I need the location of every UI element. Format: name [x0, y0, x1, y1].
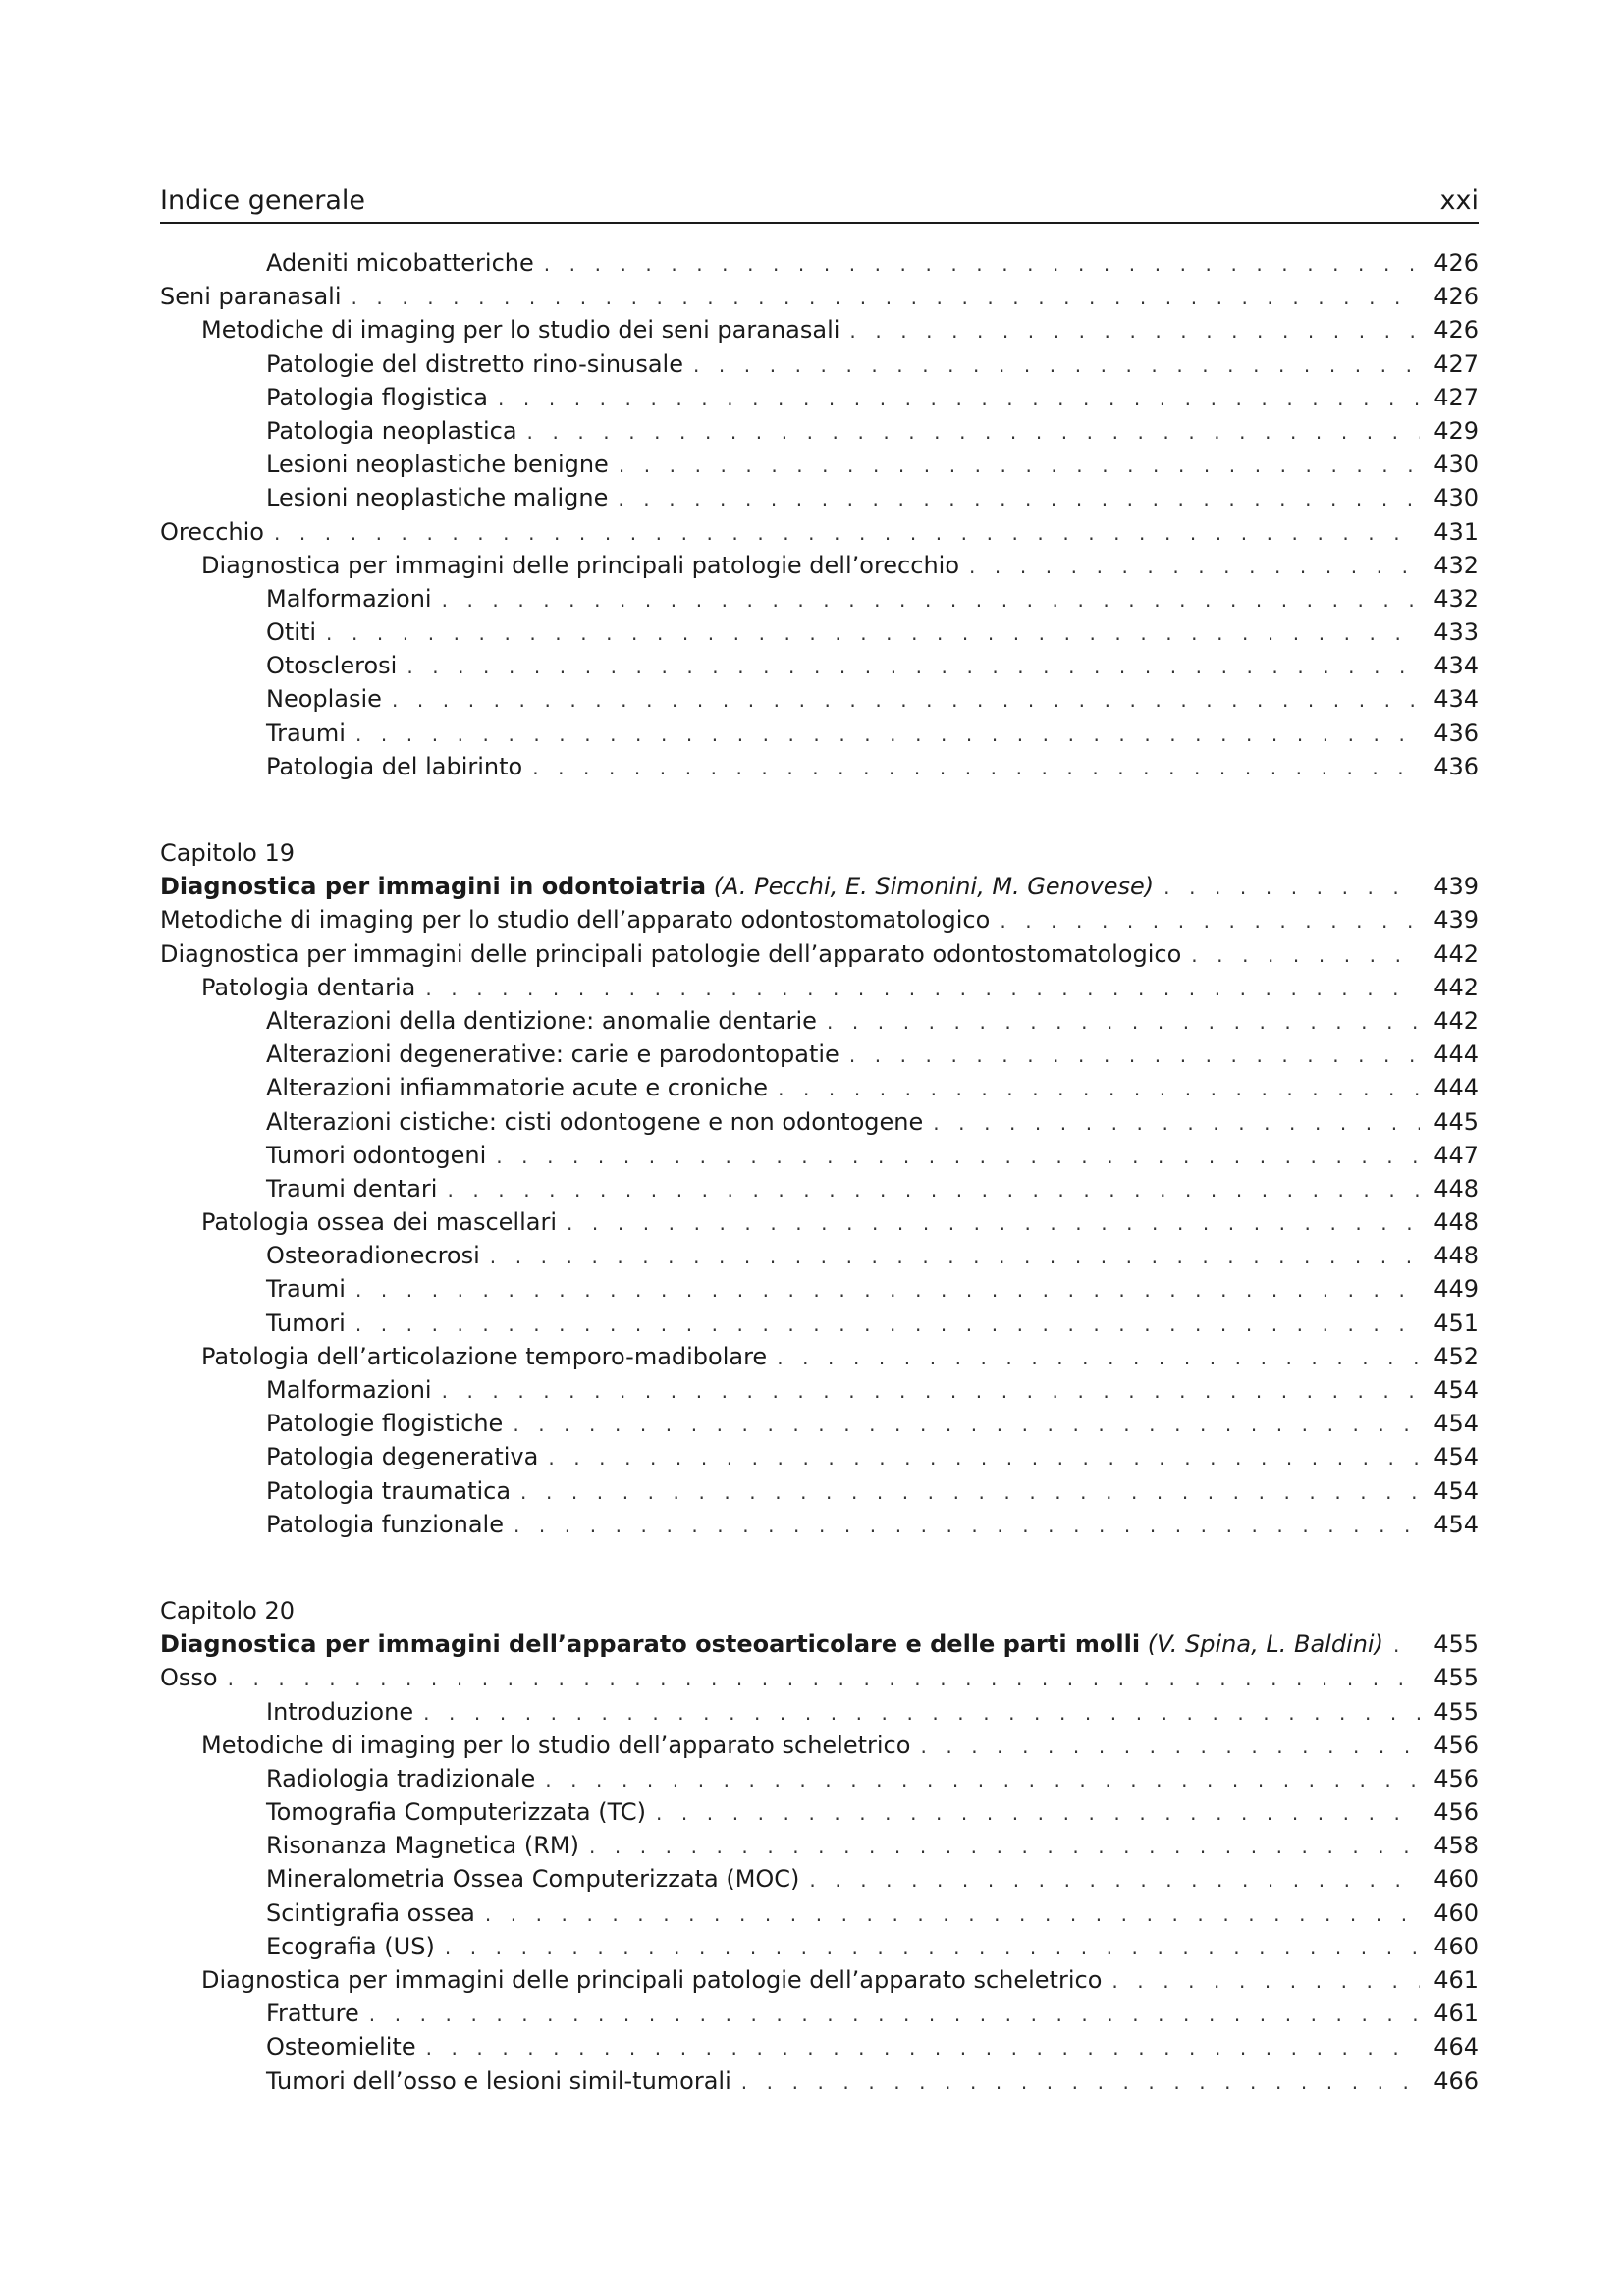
toc-entry[interactable]: [160, 1142, 1479, 1175]
chapter-title-row[interactable]: [160, 1630, 1479, 1664]
toc-entry-title: Otiti: [266, 618, 317, 647]
toc-entry[interactable]: [160, 1108, 1479, 1142]
toc-entry-title: Neoplasie: [266, 685, 382, 714]
toc-entry[interactable]: [160, 2000, 1479, 2033]
leader-dots: [406, 655, 1420, 678]
toc-entry-title: Tomografia Computerizzata (TC): [266, 1798, 646, 1827]
toc-entry[interactable]: [160, 1664, 1479, 1697]
chapter-authors: (V. Spina, L. Baldini): [1147, 1630, 1383, 1659]
toc-entry[interactable]: [160, 350, 1479, 384]
page-number: 456: [1434, 1798, 1479, 1827]
leader-dots: [425, 977, 1420, 1000]
header-page-number: xxi: [1439, 186, 1479, 216]
page-number: 464: [1434, 2033, 1479, 2061]
page-number: 455: [1434, 1630, 1479, 1659]
page-number: 458: [1434, 1832, 1479, 1860]
toc-entry-title: Patologia dentaria: [201, 973, 416, 1001]
toc-entry[interactable]: [160, 1376, 1479, 1410]
page-number: 460: [1434, 1865, 1479, 1894]
toc-entry-title: Patologia dell’articolazione temporo-madibolare: [201, 1342, 768, 1370]
toc-entry[interactable]: [160, 2067, 1479, 2101]
toc-entry[interactable]: [160, 906, 1479, 939]
toc-entry-title: Ecografia (US): [266, 1932, 435, 1960]
leader-dots: [423, 1701, 1420, 1725]
toc-entry[interactable]: [160, 1443, 1479, 1476]
page-number: 455: [1434, 1664, 1479, 1692]
leader-dots: [656, 1801, 1420, 1825]
leader-dots: [741, 2070, 1420, 2094]
toc-entry-title: Osso: [160, 1664, 218, 1692]
leader-dots: [514, 1514, 1420, 1537]
leader-dots: [567, 1211, 1420, 1235]
leader-dots: [527, 420, 1420, 444]
page-number: 427: [1434, 383, 1479, 411]
page-number: 432: [1434, 584, 1479, 613]
toc-entry[interactable]: [160, 1175, 1479, 1208]
toc-entry[interactable]: [160, 484, 1479, 517]
toc-entry[interactable]: [160, 1698, 1479, 1732]
toc-entry[interactable]: [160, 384, 1479, 417]
page-number: 454: [1434, 1510, 1479, 1538]
toc-entry-title: Alterazioni infiammatorie acute e croniche: [266, 1074, 769, 1102]
page-number: 444: [1434, 1041, 1479, 1069]
leader-dots: [513, 1413, 1420, 1436]
leader-dots: [392, 688, 1420, 712]
page-number: 456: [1434, 1764, 1479, 1792]
page-number: 448: [1434, 1208, 1479, 1237]
page-number: 434: [1434, 652, 1479, 680]
toc-entry-title: Seni paranasali: [160, 283, 342, 311]
toc-entry[interactable]: [160, 1275, 1479, 1308]
page-number: 445: [1434, 1107, 1479, 1136]
toc-entry-title: Patologia neoplastica: [266, 416, 517, 445]
leader-dots: [545, 1768, 1420, 1791]
toc-entry-title: Patologia del labirinto: [266, 752, 523, 780]
toc-entry-title: Otosclerosi: [266, 652, 398, 680]
leader-dots: [326, 621, 1420, 645]
page-number: 442: [1434, 973, 1479, 1001]
toc-entry[interactable]: [160, 940, 1479, 974]
toc-entry[interactable]: [160, 283, 1479, 316]
toc-entry-title: Alterazioni degenerative: carie e parodontopatie: [266, 1041, 839, 1069]
toc-entry-title: Traumi: [266, 1275, 346, 1304]
toc-entry[interactable]: [160, 1732, 1479, 1765]
toc-entry-title: Risonanza Magnetica (RM): [266, 1832, 579, 1860]
page-number: 449: [1434, 1275, 1479, 1304]
leader-dots: [1000, 909, 1420, 933]
leader-dots: [490, 1245, 1420, 1268]
toc-entry[interactable]: [160, 451, 1479, 484]
toc-entry-title: Scintigrafia ossea: [266, 1898, 475, 1927]
leader-dots: [274, 521, 1420, 545]
leader-dots: [827, 1010, 1420, 1034]
toc-entry[interactable]: [160, 1309, 1479, 1343]
leader-dots: [777, 1346, 1420, 1369]
page-number: 454: [1434, 1476, 1479, 1505]
page-number: 454: [1434, 1376, 1479, 1404]
running-header: [160, 177, 1479, 224]
leader-dots: [1191, 943, 1420, 967]
toc-entry[interactable]: [160, 1865, 1479, 1898]
leader-dots: [849, 1043, 1420, 1067]
page-number: 426: [1434, 316, 1479, 345]
toc-entry[interactable]: [160, 1242, 1479, 1275]
page-number: 442: [1434, 939, 1479, 968]
toc-entry-title: Patologia ossea dei mascellari: [201, 1208, 558, 1237]
toc-entry[interactable]: [160, 1765, 1479, 1798]
leader-dots: [589, 1835, 1420, 1858]
page-number: 461: [1434, 2000, 1479, 2028]
toc-entry-title: Patologie flogistiche: [266, 1410, 504, 1438]
leader-dots: [933, 1111, 1420, 1135]
toc-entry-title: Patologia degenerativa: [266, 1443, 539, 1471]
leader-dots: [809, 1868, 1420, 1892]
page-number: 442: [1434, 1006, 1479, 1035]
page-number: 430: [1434, 451, 1479, 479]
toc-entry[interactable]: [160, 753, 1479, 786]
toc-entry-title: Lesioni neoplastiche maligne: [266, 484, 609, 512]
leader-dots: [693, 353, 1420, 377]
leader-dots: [1163, 876, 1420, 899]
toc-entry-title: Patologie del distretto rino-sinusale: [266, 349, 683, 378]
toc-entry[interactable]: [160, 618, 1479, 652]
page-number: 432: [1434, 551, 1479, 579]
toc-entry[interactable]: [160, 249, 1479, 283]
page-number: 454: [1434, 1443, 1479, 1471]
page-number: 461: [1434, 1966, 1479, 1994]
toc-entry-title: Malformazioni: [266, 584, 432, 613]
page-number: 433: [1434, 618, 1479, 647]
page-number: 426: [1434, 249, 1479, 277]
toc-entry[interactable]: [160, 1798, 1479, 1832]
toc-entry[interactable]: [160, 585, 1479, 618]
leader-dots: [520, 1480, 1420, 1504]
toc-entry[interactable]: [160, 685, 1479, 719]
toc-entry[interactable]: [160, 1899, 1479, 1933]
page-number: 460: [1434, 1932, 1479, 1960]
toc-entry-title: Patologia flogistica: [266, 383, 488, 411]
toc-entry-title: Diagnostica per immagini delle principali patologie dell’orecchio: [201, 551, 960, 579]
page-number: 439: [1434, 873, 1479, 901]
leader-dots: [619, 454, 1420, 477]
toc-entry[interactable]: [160, 1477, 1479, 1511]
toc-entry-title: Diagnostica per immagini delle principali patologie dell’apparato odontostomatologico: [160, 939, 1182, 968]
toc-entry-title: Introduzione: [266, 1697, 414, 1726]
leader-dots: [355, 722, 1420, 746]
page-number: 436: [1434, 752, 1479, 780]
toc-entry-title: Diagnostica per immagini delle principali patologie dell’apparato scheletrico: [201, 1966, 1103, 1994]
page-number: 431: [1434, 517, 1479, 546]
chapter-title: Diagnostica per immagini in odontoiatria: [160, 873, 707, 901]
toc-page: [160, 177, 1479, 2101]
leader-dots: [496, 1145, 1420, 1168]
toc-entry[interactable]: [160, 1933, 1479, 1966]
toc-entry[interactable]: [160, 1511, 1479, 1544]
leader-dots: [485, 1902, 1420, 1926]
table-of-contents: [160, 249, 1479, 2101]
toc-entry[interactable]: [160, 1832, 1479, 1865]
leader-dots: [618, 487, 1420, 510]
page-number: 427: [1434, 349, 1479, 378]
toc-entry-title: Tumori: [266, 1308, 346, 1337]
page-number: 439: [1434, 906, 1479, 934]
toc-entry[interactable]: [160, 720, 1479, 753]
toc-entry-title: Malformazioni: [266, 1376, 432, 1404]
chapter-19: [160, 839, 1479, 1544]
toc-entry-title: Radiologia tradizionale: [266, 1764, 536, 1792]
leader-dots: [778, 1077, 1420, 1100]
page-number: 455: [1434, 1697, 1479, 1726]
leader-dots: [355, 1312, 1420, 1336]
page-number: 452: [1434, 1342, 1479, 1370]
toc-entry-title: Traumi: [266, 719, 346, 747]
leader-dots: [352, 286, 1421, 309]
leader-dots: [355, 1278, 1420, 1302]
toc-entry-title: Fratture: [266, 2000, 359, 2028]
toc-entry-title: Metodiche di imaging per lo studio dei seni paranasali: [201, 316, 840, 345]
leader-dots: [532, 756, 1420, 779]
toc-entry-title: Metodiche di imaging per lo studio dell’apparato scheletrico: [201, 1731, 911, 1759]
header-title: Indice generale: [160, 186, 365, 216]
page-number: 430: [1434, 484, 1479, 512]
leader-dots: [498, 387, 1420, 410]
toc-entry-title: Osteoradionecrosi: [266, 1242, 480, 1270]
chapter-20: [160, 1597, 1479, 2101]
leader-dots: [1393, 1633, 1420, 1657]
leader-dots: [544, 252, 1420, 276]
page-number: 451: [1434, 1308, 1479, 1337]
toc-entry[interactable]: [160, 316, 1479, 349]
leader-dots: [969, 555, 1420, 578]
toc-entry-title: Patologia funzionale: [266, 1510, 504, 1538]
toc-entry-title: Adeniti micobatteriche: [266, 249, 534, 277]
toc-entry[interactable]: [160, 1208, 1479, 1242]
toc-entry[interactable]: [160, 652, 1479, 685]
leader-dots: [442, 1379, 1420, 1403]
toc-entry[interactable]: [160, 974, 1479, 1007]
page-number: 454: [1434, 1410, 1479, 1438]
leader-dots: [228, 1667, 1420, 1690]
chapter-authors: (A. Pecchi, E. Simonini, M. Genovese): [713, 873, 1155, 901]
leader-dots: [849, 319, 1420, 343]
page-number: 434: [1434, 685, 1479, 714]
toc-entry-title: Alterazioni della dentizione: anomalie dentarie: [266, 1006, 817, 1035]
toc-entry[interactable]: [160, 2033, 1479, 2066]
toc-entry[interactable]: [160, 1041, 1479, 1074]
toc-section-ch19: [160, 906, 1479, 1544]
toc-entry-title: Tumori dell’osso e lesioni simil-tumorali: [266, 2066, 731, 2095]
page-number: 448: [1434, 1242, 1479, 1270]
toc-entry[interactable]: [160, 417, 1479, 451]
toc-entry-title: Patologia traumatica: [266, 1476, 512, 1505]
page-number: 448: [1434, 1174, 1479, 1202]
toc-entry-title: Orecchio: [160, 517, 264, 546]
toc-entry-title: Traumi dentari: [266, 1174, 438, 1202]
toc-entry[interactable]: [160, 1966, 1479, 2000]
chapter-title-row[interactable]: [160, 873, 1479, 906]
page-number: 429: [1434, 416, 1479, 445]
chapter-label: Capitolo 20: [160, 1596, 295, 1625]
toc-entry[interactable]: [160, 1074, 1479, 1107]
chapter-title: Diagnostica per immagini dell’apparato osteoarticolare e delle parti molli: [160, 1630, 1141, 1659]
leader-dots: [447, 1178, 1420, 1201]
leader-dots: [548, 1446, 1420, 1469]
toc-entry-title: Tumori odontogeni: [266, 1141, 487, 1169]
toc-entry[interactable]: [160, 1343, 1479, 1376]
toc-section-ch18-continued: [160, 249, 1479, 786]
leader-dots: [369, 2002, 1420, 2026]
leader-dots: [442, 588, 1420, 612]
leader-dots: [426, 2036, 1420, 2059]
toc-section-ch20: [160, 1664, 1479, 2100]
leader-dots: [1111, 1969, 1420, 1993]
toc-entry[interactable]: [160, 518, 1479, 552]
toc-entry[interactable]: [160, 1410, 1479, 1443]
page-number: 447: [1434, 1141, 1479, 1169]
chapter-label: Capitolo 19: [160, 839, 295, 867]
toc-entry-title: Osteomielite: [266, 2033, 416, 2061]
leader-dots: [445, 1936, 1420, 1959]
leader-dots: [920, 1735, 1420, 1758]
toc-entry[interactable]: [160, 1007, 1479, 1041]
page-number: 436: [1434, 719, 1479, 747]
toc-entry-title: Lesioni neoplastiche benigne: [266, 451, 609, 479]
page-number: 460: [1434, 1898, 1479, 1927]
page-number: 456: [1434, 1731, 1479, 1759]
page-number: 444: [1434, 1074, 1479, 1102]
page-number: 426: [1434, 283, 1479, 311]
toc-entry-title: Metodiche di imaging per lo studio dell’apparato odontostomatologico: [160, 906, 991, 934]
toc-entry-title: Alterazioni cistiche: cisti odontogene e non odontogene: [266, 1107, 924, 1136]
toc-entry-title: Mineralometria Ossea Computerizzata (MOC): [266, 1865, 800, 1894]
page-number: 466: [1434, 2066, 1479, 2095]
toc-entry[interactable]: [160, 552, 1479, 585]
